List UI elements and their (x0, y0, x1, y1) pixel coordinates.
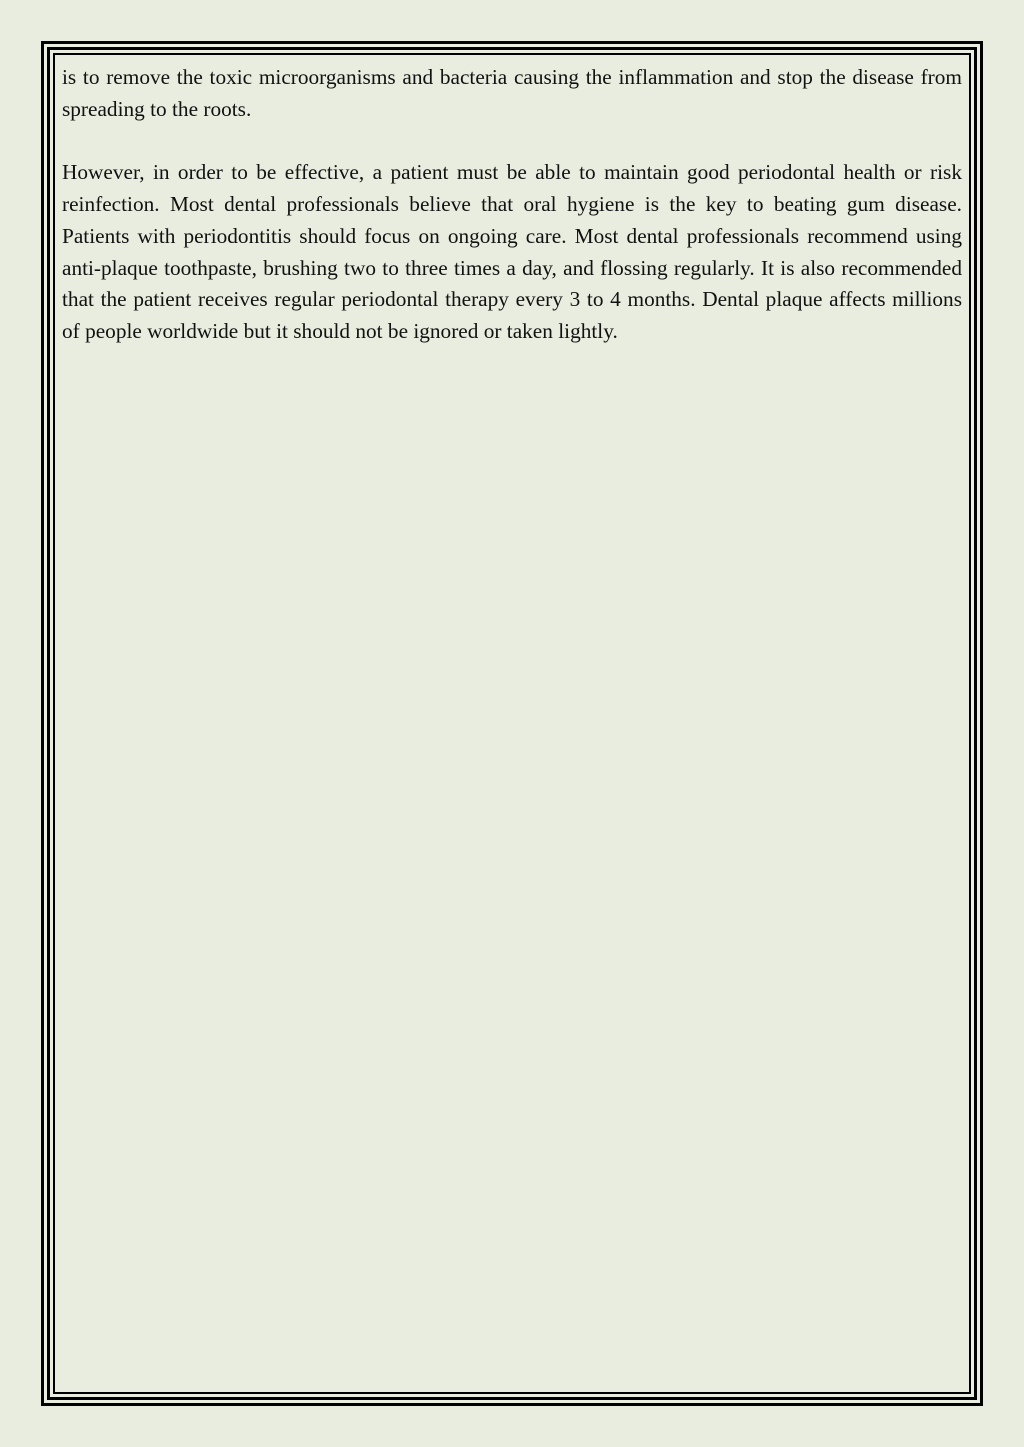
paragraph-continuation: is to remove the toxic microorganisms and bacteria causing the inflammation and stop the disease from spreading to the roots. (62, 65, 962, 121)
paragraph-periodontal-care: However, in order to be effective, a patient must be able to maintain good periodontal health or risk reinfection. Most dental professionals believe that oral hygiene is the key to beating gum disease. Patients with periodontitis should focus on ongoing care. Most dental professionals recommend using anti-plaque toothpaste, brushing two to three times a day, and flossing regularly. It is also recommended that the patient receives regular periodontal therapy every 3 to 4 months. Dental plaque affects millions of people worldwide but it should not be ignored or taken lightly. (62, 160, 962, 343)
document-body (62, 62, 962, 348)
